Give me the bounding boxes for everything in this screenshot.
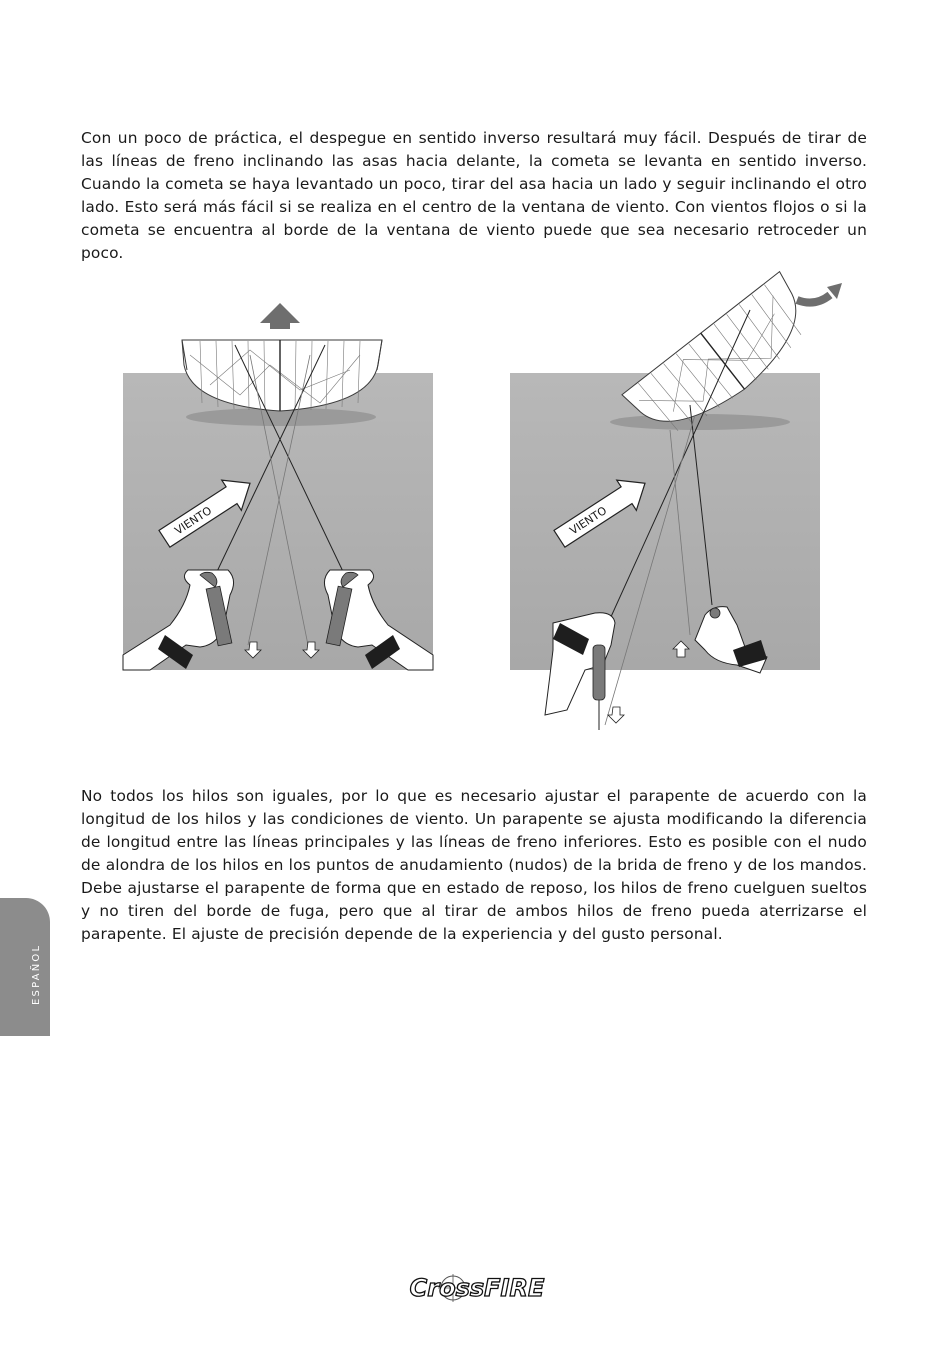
figure-reverse-launch-start [120, 295, 438, 675]
left-hand-icon [545, 613, 624, 730]
rotate-arrow-icon [797, 283, 842, 303]
paragraph-reverse-launch: Con un poco de práctica, el despegue en sentido inverso resultará muy fácil. Después de tirar de las líneas de freno inclinando las asas hacia delante, la cometa se levanta en sentido inverso. Cuando la cometa se haya levantado un poco, tirar del asa hacia un lado y seguir inclinando el otro lado. Esto será más fácil si se realiza en el centro de la ventana de viento. Con vientos flojos o si la cometa se encuentra al borde de la ventana de viento puede que sea necesario retroceder un poco. [81, 129, 867, 262]
language-side-tab-label: ESPAÑOL [31, 943, 42, 1005]
wind-label: VIENTO [567, 503, 610, 538]
paragraph-line-adjustment: No todos los hilos son iguales, por lo que es necesario ajustar el parapente de acuerdo con la longitud de los hilos y las condiciones de viento. Un parapente se ajusta modificando la diferencia de longitud entre las líneas principales y las líneas de freno inferiores. Esto es posible con el nudo de alondra de los hilos en los puntos de anudamiento (nudos) de la brida de freno y de los mandos. Debe ajustarse el parapente de forma que en estado de reposo, los hilos de freno cuelguen sueltos y no tiren del borde de fuga, pero que al tirar de ambos hilos de freno pueda aterrizarse el parapente. El ajuste de precisión depende de la experiencia y del gusto personal. [81, 787, 867, 943]
figure-reverse-launch-turn [505, 245, 855, 740]
wind-label: VIENTO [172, 503, 215, 538]
kite-shadow [610, 414, 790, 430]
brand-logo [383, 1270, 571, 1310]
language-side-tab [0, 898, 50, 1036]
logo-text: CrossFIRE [409, 1274, 545, 1302]
